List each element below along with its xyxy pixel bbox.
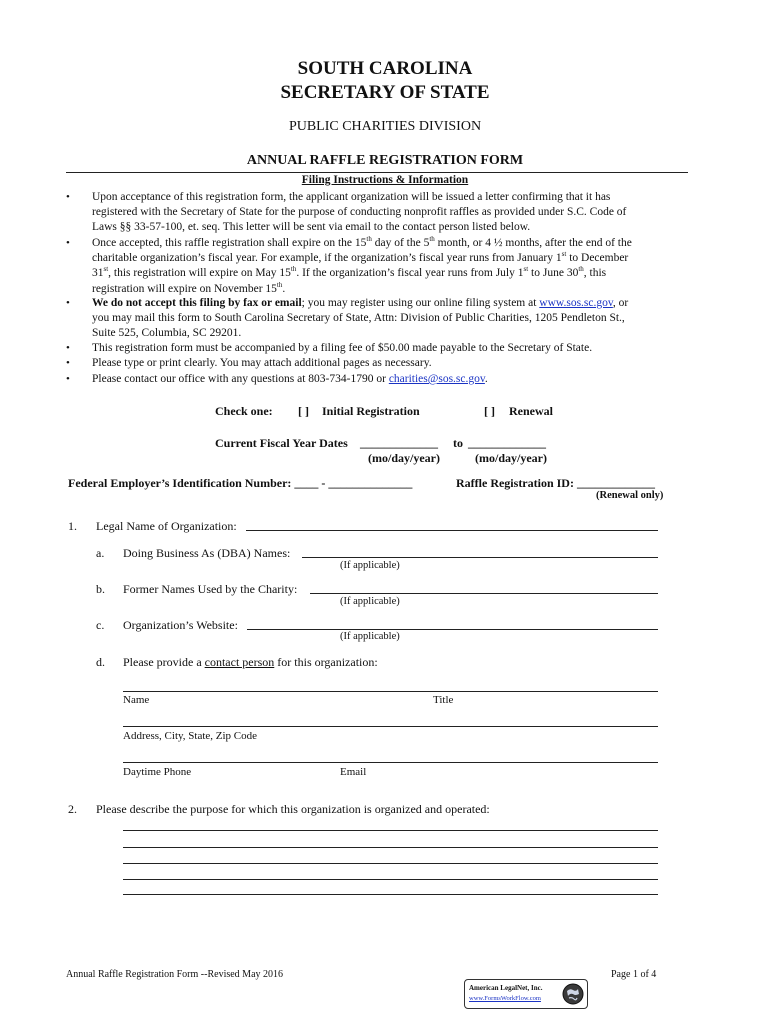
- renewal-label: Renewal: [509, 404, 553, 418]
- instruction-text: Please type or print clearly. You may attach additional pages as necessary.: [92, 357, 432, 369]
- division-heading: PUBLIC CHARITIES DIVISION: [288, 119, 482, 134]
- renewal-only-note: (Renewal only): [596, 490, 664, 501]
- instruction-text: Laws §§ 33-57-100, et. seq. This letter will be sent via email to the contact person listed below.: [92, 221, 531, 234]
- initial-registration-label: Initial Registration: [322, 404, 420, 418]
- title-divider: [66, 172, 688, 173]
- purpose-label: Please describe the purpose for which this organization is organized and operated:: [96, 802, 490, 816]
- purpose-input-line[interactable]: [123, 847, 658, 848]
- initial-registration-checkbox[interactable]: [ ]: [298, 404, 309, 418]
- if-applicable-note: (If applicable): [340, 631, 400, 642]
- phone-caption: Daytime Phone: [123, 766, 192, 778]
- instruction-text: Upon acceptance of this registration form, the applicant organization will be issued a letter confirming that it has: [92, 191, 611, 203]
- instructions-title: Filing Instructions & Information: [301, 174, 469, 186]
- purpose-input-line[interactable]: [123, 879, 658, 880]
- former-names-input[interactable]: [310, 593, 658, 594]
- globe-icon: [561, 982, 585, 1006]
- renewal-checkbox[interactable]: [ ]: [484, 404, 495, 418]
- agency-heading: SECRETARY OF STATE: [280, 82, 490, 103]
- instruction-item: [66, 190, 702, 236]
- legal-name-input[interactable]: [246, 530, 658, 531]
- form-title: ANNUAL RAFFLE REGISTRATION FORM: [246, 153, 524, 168]
- fein-field[interactable]: Federal Employer’s Identification Number: ____ - ______________: [68, 476, 413, 490]
- address-caption: Address, City, State, Zip Code: [123, 730, 258, 742]
- purpose-input-line[interactable]: [123, 863, 658, 864]
- purpose-input-line[interactable]: [123, 830, 658, 831]
- instruction-item: [66, 341, 702, 356]
- legal-name-label: Legal Name of Organization:: [96, 519, 237, 533]
- purpose-input-line[interactable]: [123, 894, 658, 895]
- legalnet-logo: [464, 979, 588, 1009]
- date-format-hint: (mo/day/year): [475, 451, 547, 465]
- instruction-text: you may mail this form to South Carolina Secretary of State, Attn: Division of Public Charities, 1205 Pendleton St.,: [92, 312, 625, 325]
- logo-url: www.FormsWorkFlow.com: [469, 995, 541, 1002]
- dba-label: Doing Business As (DBA) Names:: [123, 546, 291, 560]
- sub-item-letter: b.: [96, 582, 105, 596]
- bullet-icon: •: [66, 342, 70, 354]
- contact-person-prompt: Please provide a contact person for this organization:: [123, 655, 378, 669]
- instruction-item: [66, 235, 702, 297]
- bullet-icon: •: [66, 237, 70, 249]
- fiscal-end-input[interactable]: _____________: [468, 436, 546, 450]
- question-number: 2.: [68, 802, 77, 816]
- instruction-item: [66, 372, 702, 387]
- instruction-text: This registration form must be accompanied by a filing fee of $50.00 made payable to the Secretary of State.: [92, 342, 593, 354]
- contact-phone-email-input[interactable]: [123, 762, 658, 763]
- sub-item-letter: a.: [96, 546, 105, 560]
- email-caption: Email: [340, 766, 367, 778]
- former-names-label: Former Names Used by the Charity:: [123, 582, 298, 596]
- contact-address-input[interactable]: [123, 726, 658, 727]
- instruction-text: registered with the Secretary of State for the purpose of conducting nonprofit raffles as provided under S.C. Code of: [92, 206, 627, 219]
- bullet-icon: •: [66, 297, 70, 309]
- name-caption: Name: [123, 694, 150, 706]
- fiscal-year-label: Current Fiscal Year Dates: [215, 436, 348, 450]
- charities-email-link[interactable]: charities@sos.sc.gov: [388, 373, 485, 385]
- sub-item-letter: c.: [96, 618, 105, 632]
- fiscal-start-input[interactable]: _____________: [360, 436, 438, 450]
- website-label: Organization’s Website:: [123, 618, 238, 632]
- instruction-item: [66, 356, 702, 371]
- question-number: 1.: [68, 519, 77, 533]
- check-one-label: Check one:: [215, 404, 273, 418]
- instruction-text: charitable organization’s fiscal year. For example, if the organization’s fiscal year runs from January 1st to December: [92, 250, 629, 265]
- website-input[interactable]: [247, 629, 658, 630]
- logo-company: American LegalNet, Inc.: [469, 984, 543, 992]
- date-format-hint: (mo/day/year): [368, 451, 440, 465]
- sub-item-letter: d.: [96, 655, 105, 669]
- dba-input[interactable]: [302, 557, 658, 558]
- fiscal-to-label: to: [453, 436, 463, 450]
- instruction-text: We do not accept this filing by fax or email; you may register using our online filing system at www.sos.sc.gov, or: [92, 297, 629, 309]
- footer-revision: Annual Raffle Registration Form --Revised May 2016: [66, 969, 284, 980]
- instruction-text: registration will expire on November 15th.: [92, 280, 286, 295]
- if-applicable-note: (If applicable): [340, 560, 400, 571]
- if-applicable-note: (If applicable): [340, 596, 400, 607]
- instruction-text: Once accepted, this raffle registration shall expire on the 15th day of the 5th month, or 4 ½ months, after the end of the: [92, 235, 632, 249]
- instruction-text: Please contact our office with any questions at 803-734-1790 or charities@sos.sc.gov.: [92, 373, 488, 385]
- state-heading: SOUTH CAROLINA: [297, 58, 473, 79]
- instruction-item: [66, 296, 702, 342]
- sos-website-link[interactable]: www.sos.sc.gov: [539, 297, 613, 309]
- instruction-text: 31st, this registration will expire on May 15th. If the organization’s fiscal year runs from July 1st to June 30th, this: [92, 265, 607, 280]
- title-caption: Title: [433, 694, 454, 706]
- contact-name-title-input[interactable]: [123, 691, 658, 692]
- bullet-icon: •: [66, 373, 70, 385]
- raffle-id-field[interactable]: Raffle Registration ID: _____________: [456, 476, 655, 490]
- page-number: Page 1 of 4: [611, 969, 657, 980]
- instruction-text: Suite 525, Columbia, SC 29201.: [92, 327, 242, 340]
- bullet-icon: •: [66, 357, 70, 369]
- bullet-icon: •: [66, 191, 70, 203]
